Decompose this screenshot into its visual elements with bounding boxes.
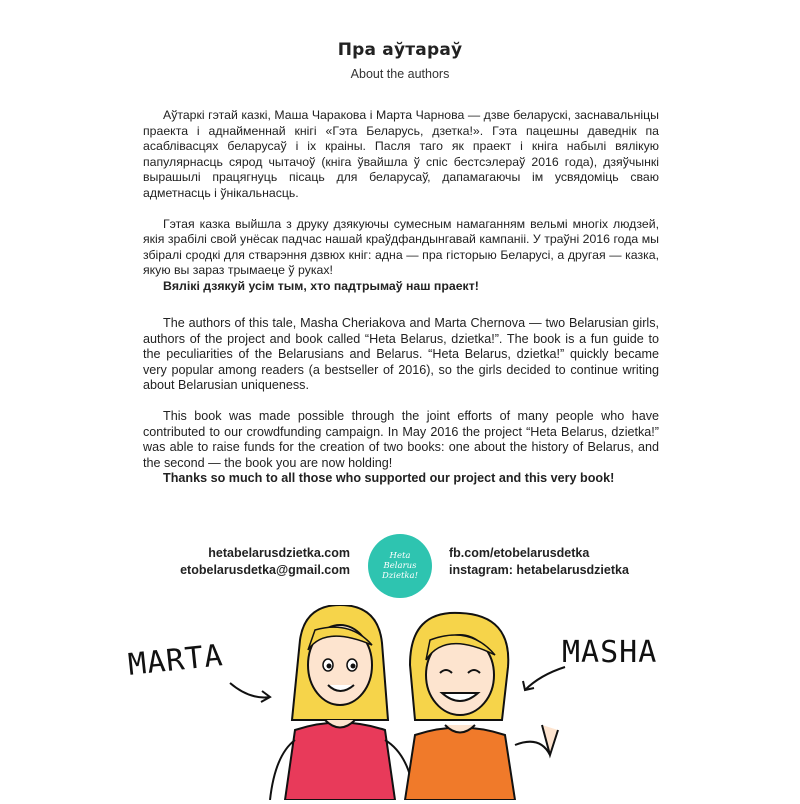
- email-link[interactable]: etobelarusdetka@gmail.com: [180, 563, 350, 577]
- english-text-block: [143, 316, 659, 487]
- belarusian-thanks: Вялікі дзякуй усім тым, хто падтрымаў наш праект!: [163, 278, 479, 293]
- logo-line-1: Heta: [389, 551, 411, 561]
- masha-label: MASHA: [562, 635, 658, 670]
- page-subtitle: About the authors: [350, 67, 450, 81]
- belarusian-paragraph-1: Аўтаркі гэтай казкі, Маша Чаракова і Марта Чарнова — дзве беларускі, заснавальніцы праекта і аднайменнай кнігі «Гэта Беларусь, дзетка!». Гэта пацешны даведнік па асаблівасцях беларусаў і іх краіны. Пасля таго як праект і кніга набылі вялікую папулярнасць сярод чытачоў (кніга ўвайшла ў спіс бестсэлераў 2016 года), дзяўчынкі вырашылі працягнуць пісаць для беларусаў, дапамагаючы ім усвядоміць сваю адметнасць і ўнікальнасць.: [143, 108, 659, 200]
- belarusian-text-block: [143, 108, 659, 295]
- english-paragraph-1: The authors of this tale, Masha Cheriakova and Marta Chernova — two Belarusian girls, authors of the project and book called “Heta Belarus, dzietka!”. The book is a fun guide to the peculiarities of the Belarusians and Belarus. “Heta Belarus, dzietka!” quickly became very popular among readers (a bestseller of 2016), so the girls decided to continue writing about Belarusian uniqueness.: [143, 316, 659, 393]
- instagram-link[interactable]: instagram: hetabelarusdzietka: [449, 563, 629, 577]
- logo-line-2: Belarus: [383, 561, 417, 571]
- english-thanks: Thanks so much to all those who supported our project and this very book!: [163, 471, 615, 486]
- marta-label: MARTA: [126, 638, 225, 683]
- contacts-right: [449, 545, 629, 579]
- belarusian-paragraph-2: Гэтая казка выйшла з друку дзякуючы сумесным намаганням вельмі многіх людзей, якія зрабілі свой унёсак падчас нашай краўдфандынгавай кампаніі. У траўні 2016 года мы збіралі сродкі для стварэння дзвюх кніг: адна — пра гісторыю Беларусі, а другая — казка, якую вы зараз трымаеце ў руках!: [143, 216, 659, 278]
- contacts-left: [180, 545, 350, 579]
- page-title: Пра аўтараў: [337, 40, 463, 60]
- heta-belarus-logo: [368, 534, 432, 598]
- marta-figure: [270, 605, 415, 800]
- masha-figure: [405, 613, 558, 800]
- masha-arrow-icon: [525, 667, 565, 690]
- english-paragraph-2: This book was made possible through the joint efforts of many people who have contributed to our crowdfunding campaign. In May 2016 the project “Heta Belarus, dzietka!” was able to raise funds for the creation of two books: one about the history of Belarus, and the second — the book you are now holding!: [143, 408, 659, 470]
- facebook-link[interactable]: fb.com/etobelarusdetka: [449, 546, 590, 560]
- website-link[interactable]: hetabelarusdzietka.com: [208, 546, 350, 560]
- marta-arrow-icon: [230, 683, 270, 697]
- authors-illustration: [110, 605, 690, 800]
- logo-line-3: Dzietka!: [381, 571, 419, 581]
